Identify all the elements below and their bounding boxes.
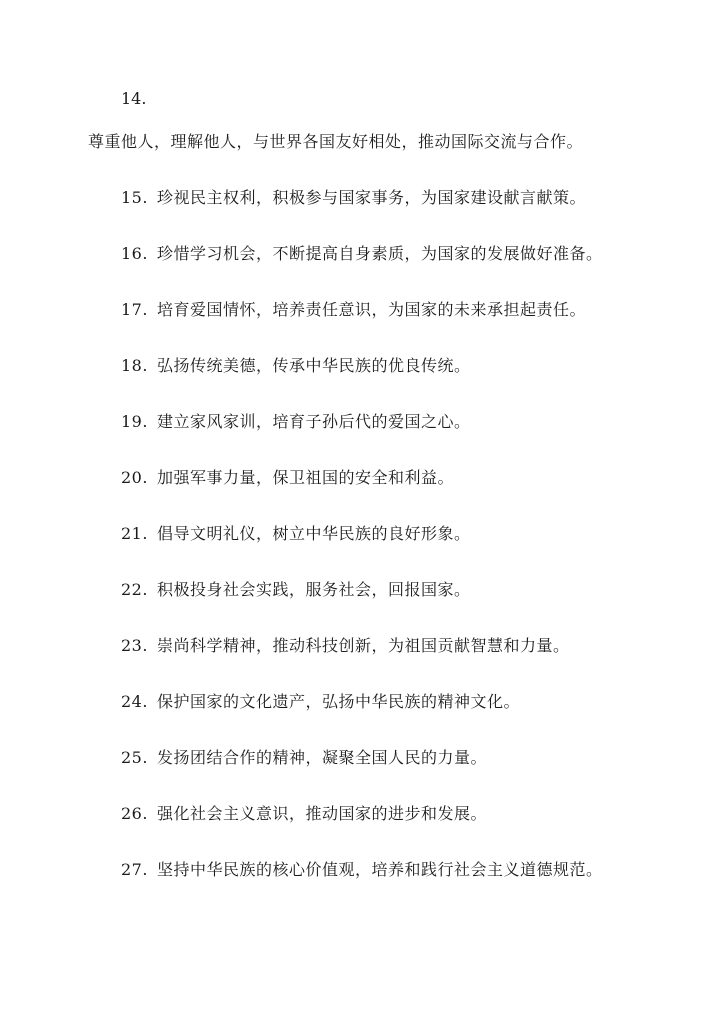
item-text: 弘扬传统美德，传承中华民族的优良传统。	[157, 356, 471, 375]
list-item	[121, 411, 711, 467]
list-item	[121, 579, 711, 635]
item-text: 培育爱国情怀，培养责任意识，为国家的未来承担起责任。	[157, 300, 587, 319]
numbered-list	[121, 187, 711, 915]
item-number: 27.	[121, 860, 148, 879]
item-text: 倡导文明礼仪，树立中华民族的良好形象。	[157, 524, 471, 543]
list-item	[121, 747, 711, 803]
list-item	[121, 187, 711, 243]
item-text: 崇尚科学精神，推动科技创新，为祖国贡献智慧和力量。	[157, 636, 570, 655]
item-number: 16.	[121, 244, 148, 263]
list-item	[121, 859, 711, 915]
item-text: 建立家风家训，培育子孙后代的爱国之心。	[157, 412, 471, 431]
item-number: 18.	[121, 356, 148, 375]
item-number: 15.	[121, 188, 148, 207]
item-number: 26.	[121, 804, 148, 823]
item-number: 25.	[121, 748, 148, 767]
item-text: 发扬团结合作的精神，凝聚全国人民的力量。	[157, 748, 488, 767]
list-item	[121, 803, 711, 859]
item-number: 23.	[121, 636, 148, 655]
list-item	[121, 691, 711, 747]
item-text: 积极投身社会实践，服务社会，回报国家。	[157, 580, 471, 599]
item-number: 17.	[121, 300, 148, 319]
item-number: 24.	[121, 692, 148, 711]
list-item	[121, 523, 711, 579]
item-number: 22.	[121, 580, 148, 599]
list-item	[121, 467, 711, 523]
item-number-14: 14.	[121, 89, 147, 108]
item-text-14: 尊重他人，理解他人，与世界各国友好相处，推动国际交流与合作。	[88, 132, 584, 151]
list-item	[121, 355, 711, 411]
item-number: 19.	[121, 412, 148, 431]
item-text: 强化社会主义意识，推动国家的进步和发展。	[157, 804, 488, 823]
list-item	[121, 243, 711, 299]
list-item	[121, 299, 711, 355]
item-text: 珍惜学习机会，不断提高自身素质，为国家的发展做好准备。	[157, 244, 603, 263]
item-number: 20.	[121, 468, 148, 487]
item-text: 加强军事力量，保卫祖国的安全和利益。	[157, 468, 455, 487]
list-item	[121, 635, 711, 691]
item-number: 21.	[121, 524, 148, 543]
item-text: 珍视民主权利，积极参与国家事务，为国家建设献言献策。	[157, 188, 587, 207]
item-text: 坚持中华民族的核心价值观，培养和践行社会主义道德规范。	[157, 860, 603, 879]
item-text: 保护国家的文化遗产，弘扬中华民族的精神文化。	[157, 692, 521, 711]
